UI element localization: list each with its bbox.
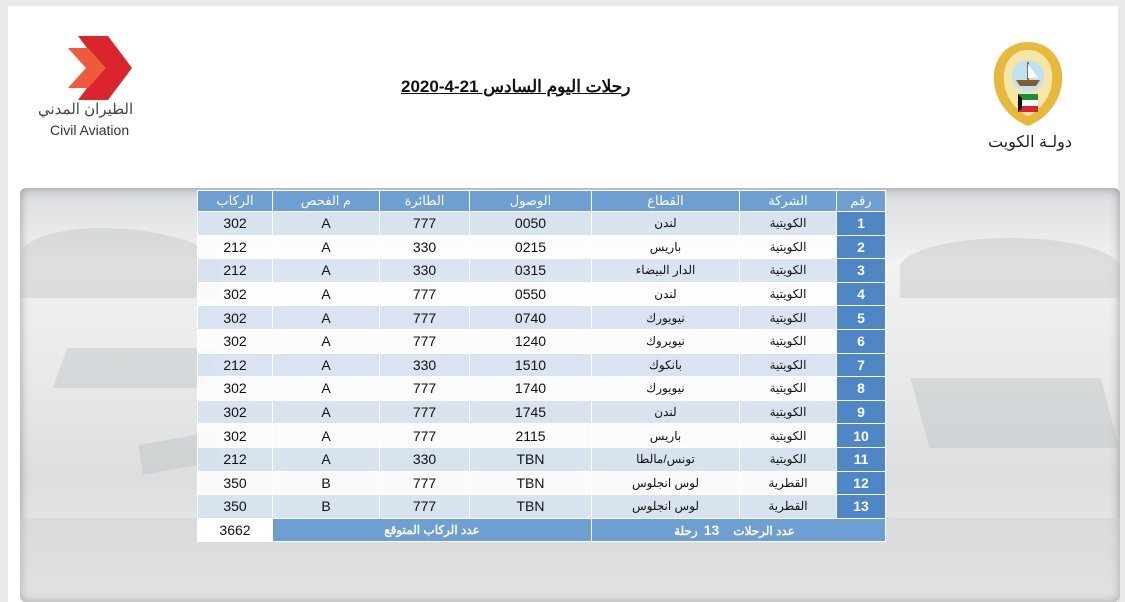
aircraft-cell: 777 (380, 329, 470, 353)
table-header-row (198, 191, 886, 212)
table-row (198, 212, 886, 236)
arrival-time-cell: 0550 (470, 282, 592, 306)
arrival-time-cell: TBN (470, 471, 592, 495)
civil-aviation-arabic: الطيران المدني (38, 101, 134, 118)
sector-cell: باريس (592, 235, 740, 259)
header-number: رقم (837, 191, 886, 212)
flights-total-count: 13 (703, 522, 720, 539)
sector-cell: لندن (592, 400, 740, 424)
company-cell: الكويتية (740, 329, 837, 353)
aircraft-cell: 777 (380, 424, 470, 448)
table-row (198, 282, 886, 306)
checkin-cell: A (273, 282, 380, 306)
sector-cell: لندن (592, 282, 740, 306)
passengers-cell: 302 (198, 377, 273, 401)
row-number: 13 (837, 495, 886, 519)
row-number: 6 (837, 329, 886, 353)
passengers-cell: 212 (198, 447, 273, 471)
row-number: 4 (837, 282, 886, 306)
checkin-cell: A (273, 212, 380, 236)
sector-cell: باريس (592, 424, 740, 448)
sector-cell: بانكوك (592, 353, 740, 377)
table-row (198, 306, 886, 330)
arrival-time-cell: 0215 (470, 235, 592, 259)
company-cell: الكويتية (740, 282, 837, 306)
checkin-cell: A (273, 329, 380, 353)
row-number: 9 (837, 400, 886, 424)
passengers-cell: 212 (198, 235, 273, 259)
aircraft-cell: 777 (380, 282, 470, 306)
checkin-cell: A (273, 424, 380, 448)
table-row (198, 377, 886, 401)
row-number: 1 (837, 212, 886, 236)
company-cell: الكويتية (740, 259, 837, 283)
row-number: 8 (837, 377, 886, 401)
table-row (198, 235, 886, 259)
header-aircraft: الطائرة (380, 191, 470, 212)
kuwait-state-name: دولـة الكويت (988, 134, 1073, 151)
header-passengers: الركاب (198, 191, 273, 212)
row-number: 2 (837, 235, 886, 259)
passengers-cell: 302 (198, 212, 273, 236)
passengers-cell: 350 (198, 471, 273, 495)
table-row (198, 447, 886, 471)
table-row (198, 471, 886, 495)
aircraft-cell: 330 (380, 259, 470, 283)
sector-cell: نيويورك (592, 377, 740, 401)
passengers-total-label: عدد الركاب المتوقع (273, 518, 592, 542)
table-row (198, 329, 886, 353)
row-number: 5 (837, 306, 886, 330)
checkin-cell: A (273, 306, 380, 330)
checkin-cell: A (273, 400, 380, 424)
arrival-time-cell: TBN (470, 495, 592, 519)
company-cell: القطرية (740, 471, 837, 495)
aircraft-cell: 777 (380, 306, 470, 330)
table-row (198, 495, 886, 519)
passengers-cell: 302 (198, 424, 273, 448)
sector-cell: تونس/مالطا (592, 447, 740, 471)
checkin-cell: B (273, 471, 380, 495)
table-row (198, 259, 886, 283)
aircraft-cell: 777 (380, 495, 470, 519)
row-number: 11 (837, 447, 886, 471)
company-cell: الكويتية (740, 447, 837, 471)
totals-row (198, 518, 886, 542)
sector-cell: نيويروك (592, 329, 740, 353)
arrival-time-cell: 1740 (470, 377, 592, 401)
company-cell: القطرية (740, 495, 837, 519)
company-cell: الكويتية (740, 424, 837, 448)
checkin-cell: A (273, 353, 380, 377)
sector-cell: لندن (592, 212, 740, 236)
aircraft-cell: 777 (380, 471, 470, 495)
row-number: 10 (837, 424, 886, 448)
flights-table (197, 190, 886, 542)
passengers-cell: 302 (198, 282, 273, 306)
passengers-cell: 212 (198, 353, 273, 377)
header-sector: القطاع (592, 191, 740, 212)
row-number: 12 (837, 471, 886, 495)
passengers-cell: 212 (198, 259, 273, 283)
company-cell: الكويتية (740, 235, 837, 259)
sector-cell: لوس انجلوس (592, 495, 740, 519)
flights-total-cell (592, 518, 886, 542)
header-arrival: الوصول (470, 191, 592, 212)
aircraft-cell: 330 (380, 235, 470, 259)
company-cell: الكويتية (740, 306, 837, 330)
checkin-cell: A (273, 447, 380, 471)
table-row (198, 424, 886, 448)
row-number: 7 (837, 353, 886, 377)
arrival-time-cell: 2115 (470, 424, 592, 448)
aircraft-cell: 330 (380, 447, 470, 471)
arrival-time-cell: 0740 (470, 306, 592, 330)
sector-cell: نيويورك (592, 306, 740, 330)
arrival-time-cell: 1745 (470, 400, 592, 424)
passengers-cell: 302 (198, 306, 273, 330)
sector-cell: لوس انجلوس (592, 471, 740, 495)
passengers-total-value: 3662 (198, 518, 273, 542)
checkin-cell: A (273, 235, 380, 259)
arrival-time-cell: 1240 (470, 329, 592, 353)
company-cell: الكويتية (740, 377, 837, 401)
header-checkin: م الفحص (273, 191, 380, 212)
company-cell: الكويتية (740, 212, 837, 236)
header-company: الشركة (740, 191, 837, 212)
sector-cell: الدار البيضاء (592, 259, 740, 283)
checkin-cell: A (273, 377, 380, 401)
passengers-cell: 302 (198, 329, 273, 353)
aircraft-cell: 330 (380, 353, 470, 377)
arrival-time-cell: 0315 (470, 259, 592, 283)
flights-total-unit: رحلة (674, 524, 698, 539)
aircraft-cell: 777 (380, 400, 470, 424)
arrival-time-cell: 1510 (470, 353, 592, 377)
arrival-time-cell: TBN (470, 447, 592, 471)
flights-total-label: عدد الرحلات (733, 524, 795, 539)
checkin-cell: B (273, 495, 380, 519)
table-body (198, 212, 886, 519)
passengers-cell: 350 (198, 495, 273, 519)
table-row (198, 353, 886, 377)
page-title: رحلات اليوم السادس 21-4-2020 (401, 77, 631, 96)
table-row (198, 400, 886, 424)
aircraft-cell: 777 (380, 377, 470, 401)
row-number: 3 (837, 259, 886, 283)
kuwait-emblem-icon (986, 38, 1070, 130)
civil-aviation-english: Civil Aviation (50, 122, 130, 138)
company-cell: الكويتية (740, 353, 837, 377)
company-cell: الكويتية (740, 400, 837, 424)
aircraft-cell: 777 (380, 212, 470, 236)
arrival-time-cell: 0050 (470, 212, 592, 236)
passengers-cell: 302 (198, 400, 273, 424)
checkin-cell: A (273, 259, 380, 283)
